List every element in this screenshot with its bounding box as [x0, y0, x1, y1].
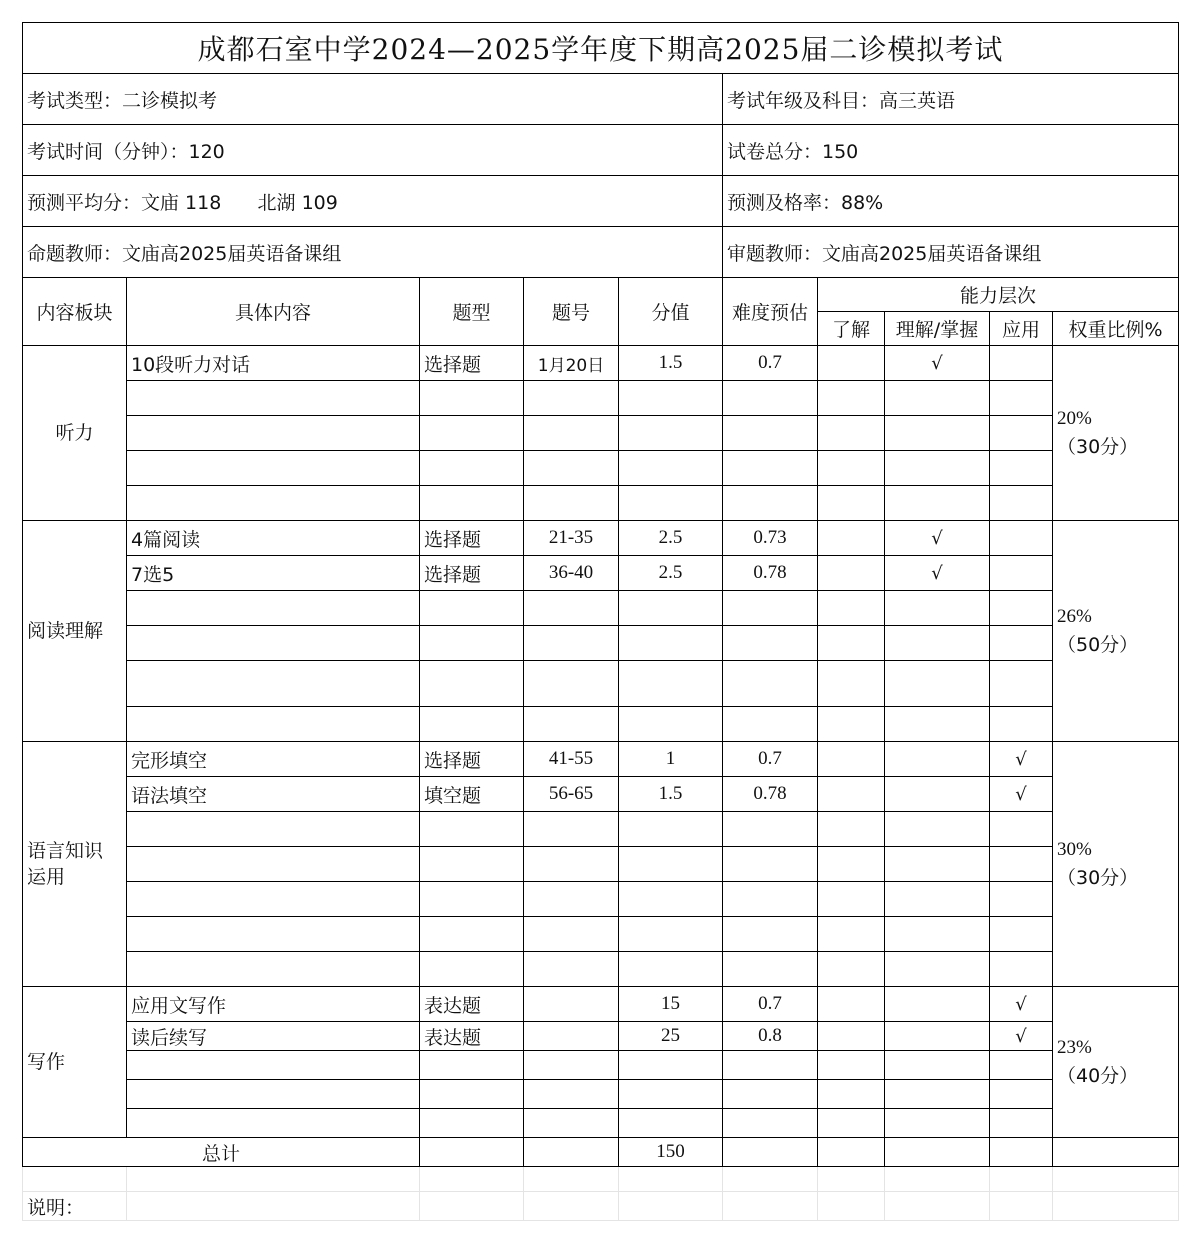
empty-cell — [818, 451, 885, 486]
empty-cell — [990, 847, 1053, 882]
weight-points: （40分） — [1057, 1065, 1139, 1087]
score-cell: 2.5 — [619, 521, 723, 556]
empty-cell — [420, 486, 524, 521]
empty-cell — [619, 626, 723, 661]
empty-cell — [723, 1109, 818, 1138]
empty-cell — [127, 626, 420, 661]
empty-cell — [127, 451, 420, 486]
content-cell: 语法填空 — [127, 777, 420, 812]
page-title: 成都石室中学2024—2025学年度下期高2025届二诊模拟考试 — [23, 23, 1179, 74]
empty-cell — [818, 1138, 885, 1167]
empty-cell — [524, 917, 619, 952]
empty-cell — [524, 591, 619, 626]
header-block: 内容板块 — [23, 278, 127, 346]
type-cell: 表达题 — [420, 987, 524, 1022]
empty-cell — [127, 381, 420, 416]
empty-cell — [818, 486, 885, 521]
empty-cell — [818, 416, 885, 451]
empty-cell — [524, 451, 619, 486]
difficulty-cell: 0.7 — [723, 987, 818, 1022]
section-name — [23, 742, 127, 987]
understand-cell — [885, 777, 990, 812]
empty-cell — [23, 1167, 127, 1192]
empty-cell — [723, 1051, 818, 1080]
header-apply: 应用 — [990, 312, 1053, 346]
number-cell: 41-55 — [524, 742, 619, 777]
empty-cell — [885, 626, 990, 661]
empty-cell — [990, 1109, 1053, 1138]
know-cell — [818, 556, 885, 591]
empty-cell — [723, 952, 818, 987]
empty-cell — [619, 812, 723, 847]
difficulty-cell: 0.7 — [723, 346, 818, 381]
empty-cell — [990, 591, 1053, 626]
header-weight: 权重比例% — [1053, 312, 1179, 346]
empty-cell — [818, 626, 885, 661]
empty-cell — [990, 416, 1053, 451]
empty-cell — [723, 1080, 818, 1109]
empty-cell — [885, 1080, 990, 1109]
empty-cell — [619, 882, 723, 917]
empty-cell — [990, 917, 1053, 952]
understand-cell: √ — [885, 346, 990, 381]
empty-cell — [619, 1192, 723, 1221]
empty-cell — [524, 486, 619, 521]
empty-cell — [885, 1192, 990, 1221]
empty-cell — [885, 661, 990, 707]
exam-type: 考试类型：二诊模拟考 — [23, 74, 723, 125]
empty-cell — [818, 952, 885, 987]
empty-cell — [990, 1051, 1053, 1080]
empty-cell — [420, 1167, 524, 1192]
weight-cell — [1053, 987, 1179, 1138]
know-cell — [818, 742, 885, 777]
empty-cell — [818, 882, 885, 917]
empty-cell — [818, 381, 885, 416]
section-name: 阅读理解 — [23, 521, 127, 742]
empty-cell — [990, 381, 1053, 416]
score-cell: 1 — [619, 742, 723, 777]
empty-cell — [723, 416, 818, 451]
empty-cell — [723, 661, 818, 707]
empty-cell — [127, 847, 420, 882]
empty-cell — [619, 1080, 723, 1109]
empty-cell — [420, 882, 524, 917]
empty-cell — [619, 952, 723, 987]
apply-cell — [990, 346, 1053, 381]
understand-cell — [885, 987, 990, 1022]
empty-cell — [127, 917, 420, 952]
empty-cell — [524, 882, 619, 917]
number-cell: 36-40 — [524, 556, 619, 591]
content-cell: 读后续写 — [127, 1022, 420, 1051]
empty-cell — [127, 1080, 420, 1109]
empty-cell — [524, 1192, 619, 1221]
empty-cell — [420, 847, 524, 882]
empty-cell — [723, 626, 818, 661]
empty-cell — [127, 1192, 420, 1221]
pass-rate: 预测及格率：88% — [723, 176, 1179, 227]
understand-cell: √ — [885, 521, 990, 556]
empty-cell — [420, 1138, 524, 1167]
spec-table — [22, 22, 1179, 1221]
empty-cell — [420, 707, 524, 742]
score-cell: 1.5 — [619, 777, 723, 812]
empty-cell — [723, 1167, 818, 1192]
score-cell: 15 — [619, 987, 723, 1022]
empty-cell — [990, 707, 1053, 742]
score-cell: 1.5 — [619, 346, 723, 381]
weight-cell — [1053, 346, 1179, 521]
weight-points: （30分） — [1057, 867, 1139, 889]
empty-cell — [420, 416, 524, 451]
empty-cell — [524, 661, 619, 707]
empty-cell — [885, 1109, 990, 1138]
exam-duration: 考试时间（分钟）：120 — [23, 125, 723, 176]
empty-cell — [127, 882, 420, 917]
header-know: 了解 — [818, 312, 885, 346]
empty-cell — [619, 486, 723, 521]
content-cell: 4篇阅读 — [127, 521, 420, 556]
apply-cell: √ — [990, 987, 1053, 1022]
empty-cell — [420, 451, 524, 486]
empty-cell — [885, 707, 990, 742]
type-cell: 填空题 — [420, 777, 524, 812]
section-name: 写作 — [23, 987, 127, 1138]
note-label: 说明： — [23, 1192, 127, 1221]
empty-cell — [127, 661, 420, 707]
number-cell: 21-35 — [524, 521, 619, 556]
total-score: 150 — [619, 1138, 723, 1167]
empty-cell — [990, 1138, 1053, 1167]
empty-cell — [990, 451, 1053, 486]
empty-cell — [990, 1167, 1053, 1192]
empty-cell — [885, 591, 990, 626]
empty-cell — [885, 917, 990, 952]
empty-cell — [723, 1192, 818, 1221]
content-cell: 完形填空 — [127, 742, 420, 777]
weight-percent: 23% — [1057, 1037, 1092, 1058]
empty-cell — [619, 416, 723, 451]
empty-cell — [990, 486, 1053, 521]
empty-cell — [723, 812, 818, 847]
empty-cell — [723, 707, 818, 742]
empty-cell — [990, 626, 1053, 661]
empty-cell — [990, 812, 1053, 847]
know-cell — [818, 777, 885, 812]
header-difficulty: 难度预估 — [723, 278, 818, 346]
empty-cell — [818, 917, 885, 952]
section-name-text: 语言知识运用 — [27, 840, 104, 888]
reviewer-teacher: 审题教师：文庙高2025届英语备课组 — [723, 227, 1179, 278]
empty-cell — [127, 591, 420, 626]
empty-cell — [420, 381, 524, 416]
empty-cell — [885, 1051, 990, 1080]
number-cell — [524, 1022, 619, 1051]
difficulty-cell: 0.8 — [723, 1022, 818, 1051]
empty-cell — [818, 812, 885, 847]
empty-cell — [619, 1167, 723, 1192]
empty-cell — [127, 1167, 420, 1192]
total-label: 总计 — [23, 1138, 420, 1167]
empty-cell — [723, 591, 818, 626]
empty-cell — [1053, 1138, 1179, 1167]
apply-cell: √ — [990, 742, 1053, 777]
predicted-average: 预测平均分：文庙 118 北湖 109 — [23, 176, 723, 227]
type-cell: 选择题 — [420, 521, 524, 556]
empty-cell — [619, 1109, 723, 1138]
empty-cell — [885, 1138, 990, 1167]
empty-cell — [420, 1109, 524, 1138]
apply-cell — [990, 521, 1053, 556]
empty-cell — [420, 917, 524, 952]
header-number: 题号 — [524, 278, 619, 346]
grade-subject: 考试年级及科目：高三英语 — [723, 74, 1179, 125]
exam-spec-sheet — [22, 22, 1178, 1221]
empty-cell — [818, 707, 885, 742]
score-cell: 25 — [619, 1022, 723, 1051]
empty-cell — [885, 847, 990, 882]
difficulty-cell: 0.78 — [723, 556, 818, 591]
empty-cell — [818, 1167, 885, 1192]
empty-cell — [818, 661, 885, 707]
empty-cell — [420, 661, 524, 707]
empty-cell — [990, 1080, 1053, 1109]
empty-cell — [619, 917, 723, 952]
empty-cell — [885, 952, 990, 987]
empty-cell — [524, 707, 619, 742]
empty-cell — [420, 591, 524, 626]
empty-cell — [723, 882, 818, 917]
weight-percent: 30% — [1057, 839, 1092, 860]
empty-cell — [524, 416, 619, 451]
content-cell: 应用文写作 — [127, 987, 420, 1022]
type-cell: 选择题 — [420, 346, 524, 381]
empty-cell — [127, 416, 420, 451]
empty-cell — [885, 882, 990, 917]
empty-cell — [127, 1109, 420, 1138]
apply-cell: √ — [990, 777, 1053, 812]
empty-cell — [127, 486, 420, 521]
empty-cell — [990, 1192, 1053, 1221]
number-cell: 1月20日 — [524, 346, 619, 381]
empty-cell — [524, 812, 619, 847]
header-content: 具体内容 — [127, 278, 420, 346]
weight-percent: 26% — [1057, 606, 1092, 627]
empty-cell — [619, 1051, 723, 1080]
empty-cell — [990, 952, 1053, 987]
weight-cell — [1053, 742, 1179, 987]
empty-cell — [723, 1138, 818, 1167]
empty-cell — [127, 812, 420, 847]
apply-cell: √ — [990, 1022, 1053, 1051]
header-understand: 理解/掌握 — [885, 312, 990, 346]
empty-cell — [818, 1192, 885, 1221]
empty-cell — [127, 707, 420, 742]
empty-cell — [524, 381, 619, 416]
know-cell — [818, 521, 885, 556]
empty-cell — [885, 486, 990, 521]
empty-cell — [723, 486, 818, 521]
section-name: 听力 — [23, 346, 127, 521]
understand-cell — [885, 742, 990, 777]
empty-cell — [619, 847, 723, 882]
understand-cell — [885, 1022, 990, 1051]
empty-cell — [127, 1051, 420, 1080]
empty-cell — [524, 626, 619, 661]
difficulty-cell: 0.7 — [723, 742, 818, 777]
know-cell — [818, 346, 885, 381]
empty-cell — [885, 1167, 990, 1192]
empty-cell — [885, 381, 990, 416]
empty-cell — [818, 847, 885, 882]
empty-cell — [524, 847, 619, 882]
difficulty-cell: 0.78 — [723, 777, 818, 812]
type-cell: 选择题 — [420, 742, 524, 777]
empty-cell — [990, 882, 1053, 917]
number-cell: 56-65 — [524, 777, 619, 812]
empty-cell — [420, 626, 524, 661]
empty-cell — [885, 812, 990, 847]
score-cell: 2.5 — [619, 556, 723, 591]
empty-cell — [723, 847, 818, 882]
empty-cell — [524, 952, 619, 987]
type-cell: 表达题 — [420, 1022, 524, 1051]
weight-points: （30分） — [1057, 436, 1139, 458]
empty-cell — [1053, 1192, 1179, 1221]
empty-cell — [420, 1192, 524, 1221]
empty-cell — [619, 661, 723, 707]
know-cell — [818, 987, 885, 1022]
empty-cell — [524, 1138, 619, 1167]
empty-cell — [1053, 1167, 1179, 1192]
empty-cell — [127, 952, 420, 987]
empty-cell — [990, 661, 1053, 707]
weight-cell — [1053, 521, 1179, 742]
empty-cell — [723, 451, 818, 486]
empty-cell — [420, 1080, 524, 1109]
empty-cell — [619, 451, 723, 486]
empty-cell — [420, 1051, 524, 1080]
content-cell: 7选5 — [127, 556, 420, 591]
type-cell: 选择题 — [420, 556, 524, 591]
empty-cell — [818, 1051, 885, 1080]
empty-cell — [619, 591, 723, 626]
understand-cell: √ — [885, 556, 990, 591]
empty-cell — [619, 381, 723, 416]
empty-cell — [420, 952, 524, 987]
empty-cell — [885, 416, 990, 451]
empty-cell — [420, 812, 524, 847]
apply-cell — [990, 556, 1053, 591]
empty-cell — [818, 591, 885, 626]
empty-cell — [524, 1080, 619, 1109]
weight-percent: 20% — [1057, 408, 1092, 429]
empty-cell — [818, 1109, 885, 1138]
setter-teacher: 命题教师：文庙高2025届英语备课组 — [23, 227, 723, 278]
header-type: 题型 — [420, 278, 524, 346]
total-score: 试卷总分：150 — [723, 125, 1179, 176]
empty-cell — [818, 1080, 885, 1109]
empty-cell — [885, 451, 990, 486]
number-cell — [524, 987, 619, 1022]
empty-cell — [619, 707, 723, 742]
empty-cell — [524, 1051, 619, 1080]
know-cell — [818, 1022, 885, 1051]
header-ability: 能力层次 — [818, 278, 1179, 312]
header-score: 分值 — [619, 278, 723, 346]
empty-cell — [723, 381, 818, 416]
empty-cell — [524, 1109, 619, 1138]
difficulty-cell: 0.73 — [723, 521, 818, 556]
weight-points: （50分） — [1057, 634, 1139, 656]
empty-cell — [723, 917, 818, 952]
empty-cell — [524, 1167, 619, 1192]
content-cell: 10段听力对话 — [127, 346, 420, 381]
